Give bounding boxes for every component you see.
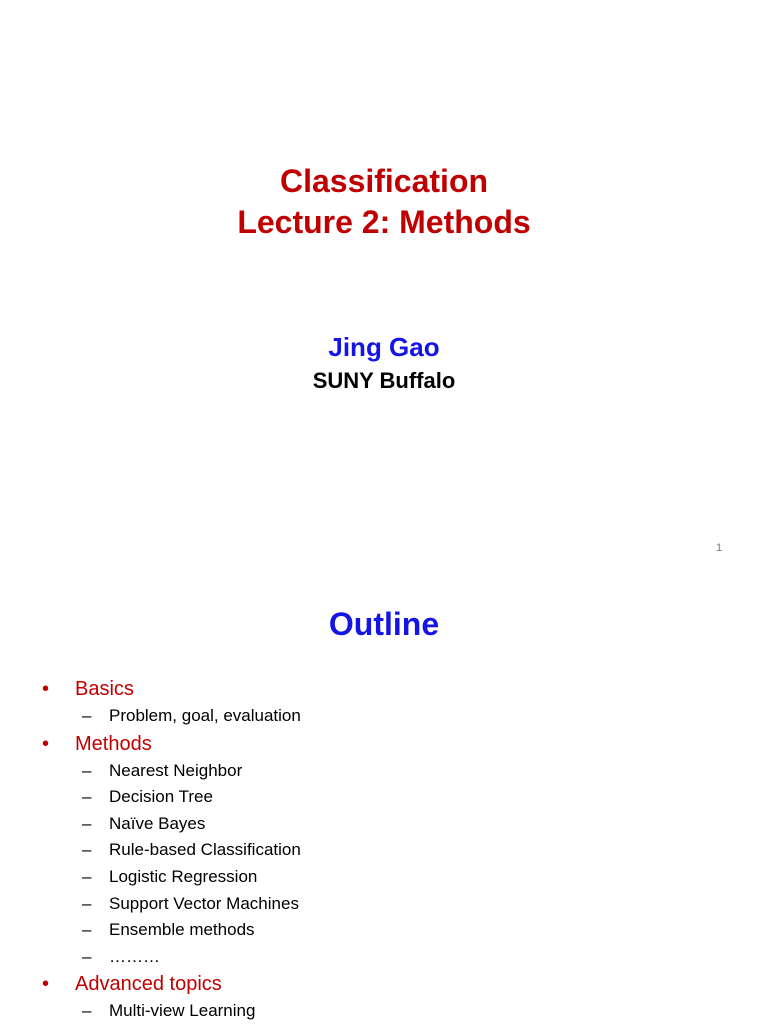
subitem-label: Multi-view Learning bbox=[109, 1001, 256, 1021]
author-affiliation: SUNY Buffalo bbox=[312, 368, 456, 393]
subitem-label: Ensemble methods bbox=[109, 920, 255, 940]
section-label: Advanced topics bbox=[75, 973, 222, 996]
outline-subitem bbox=[0, 837, 768, 864]
subitem-label: Support Vector Machines bbox=[109, 893, 299, 913]
dash-icon: – bbox=[82, 866, 92, 886]
outline-title: Outline bbox=[328, 606, 440, 642]
bullet-icon: • bbox=[42, 732, 50, 755]
subitem-label: Decision Tree bbox=[109, 787, 213, 807]
page-number: 1 bbox=[715, 542, 723, 554]
lecture-title-line-1: Classification bbox=[279, 163, 489, 199]
outline-list bbox=[0, 675, 768, 1024]
subitem-label: Rule-based Classification bbox=[109, 840, 301, 860]
dash-icon: – bbox=[82, 813, 92, 833]
section-label: Methods bbox=[75, 732, 152, 755]
subitem-label: Nearest Neighbor bbox=[109, 760, 243, 780]
outline-slide bbox=[0, 576, 768, 1024]
outline-subitem bbox=[0, 758, 768, 785]
subitem-label: Logistic Regression bbox=[109, 866, 258, 886]
outline-subitem bbox=[0, 891, 768, 918]
outline-subitem bbox=[0, 784, 768, 811]
dash-icon: – bbox=[82, 946, 92, 966]
outline-section-methods bbox=[0, 730, 768, 758]
subitem-label: Problem, goal, evaluation bbox=[109, 706, 301, 725]
author-name: Jing Gao bbox=[328, 332, 440, 362]
dash-icon: – bbox=[82, 893, 92, 913]
outline-subitem bbox=[0, 811, 768, 838]
outline-section-basics bbox=[0, 675, 768, 703]
outline-section-advanced-topics bbox=[0, 970, 768, 998]
outline-subitem bbox=[0, 944, 768, 971]
subitem-label: ……… bbox=[109, 946, 160, 966]
outline-subitem bbox=[0, 864, 768, 891]
lecture-title-line-2: Lecture 2: Methods bbox=[237, 204, 531, 240]
dash-icon: – bbox=[82, 1001, 92, 1021]
bullet-icon: • bbox=[42, 973, 50, 996]
dash-icon: – bbox=[82, 706, 92, 725]
dash-icon: – bbox=[82, 760, 92, 780]
dash-icon: – bbox=[82, 840, 92, 860]
bullet-icon: • bbox=[42, 678, 50, 700]
dash-icon: – bbox=[82, 787, 92, 807]
section-label: Basics bbox=[75, 678, 134, 700]
subitem-label: Naïve Bayes bbox=[109, 813, 206, 833]
outline-subitem bbox=[0, 703, 768, 730]
dash-icon: – bbox=[82, 920, 92, 940]
outline-subitem bbox=[0, 998, 768, 1024]
outline-subitem bbox=[0, 917, 768, 944]
